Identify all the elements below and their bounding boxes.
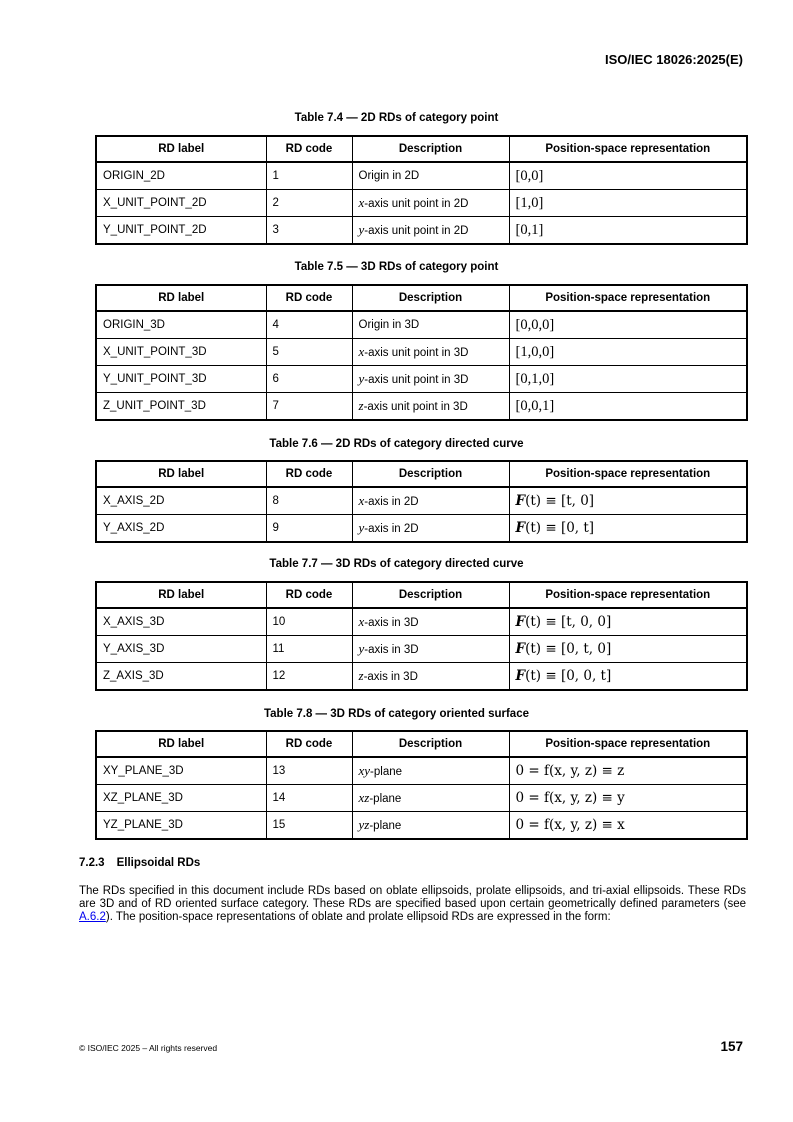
column-header: RD label — [96, 285, 266, 311]
position-expression: (t) ≡ [t, 0, 0] — [525, 613, 612, 630]
position-expression: [1,0] — [515, 194, 544, 211]
table-header-row — [96, 582, 747, 608]
rd-label-cell: ORIGIN_2D — [96, 162, 266, 190]
column-header: Position-space representation — [509, 461, 747, 487]
description-text: -axis in 2D — [364, 523, 419, 535]
position-expression: 0 = f(x, y, z) ≡ z — [515, 762, 625, 779]
column-header: RD label — [96, 731, 266, 757]
description-text: -axis unit point in 3D — [364, 347, 469, 359]
rd-code-cell: 15 — [266, 812, 352, 840]
position-expression: (t) ≡ [0, 0, t] — [525, 667, 612, 684]
table-row — [96, 311, 747, 339]
section-title: Ellipsoidal RDs — [116, 857, 201, 869]
position-expression: (t) ≡ [0, t, 0] — [525, 640, 612, 657]
position-expression: 0 = f(x, y, z) ≡ x — [515, 816, 625, 833]
description-text: -axis in 3D — [364, 617, 419, 629]
description-cell — [352, 339, 509, 366]
position-space-cell — [509, 663, 747, 691]
column-header: Description — [352, 582, 509, 608]
table-header-row — [96, 461, 747, 487]
position-expression: [0,0] — [515, 167, 544, 184]
section-heading — [79, 857, 200, 869]
position-space-cell — [509, 339, 747, 366]
copyright-notice: © ISO/IEC 2025 – All rights reserved — [79, 1043, 218, 1053]
rd-code-cell: 14 — [266, 785, 352, 812]
position-space-cell — [509, 487, 747, 515]
table-row — [96, 393, 747, 421]
rd-label-cell: Z_AXIS_3D — [96, 663, 266, 691]
rd-label-cell: Y_AXIS_2D — [96, 515, 266, 543]
function-symbol: F — [515, 667, 526, 684]
position-expression: (t) ≡ [t, 0] — [525, 492, 595, 509]
description-variable: z — [358, 668, 364, 683]
rd-code-cell: 9 — [266, 515, 352, 543]
rd-code-cell: 8 — [266, 487, 352, 515]
function-symbol: F — [515, 640, 526, 657]
position-space-cell — [509, 393, 747, 421]
column-header: RD code — [266, 582, 352, 608]
table-header-row — [96, 731, 747, 757]
position-space-cell — [509, 785, 747, 812]
table-row — [96, 812, 747, 840]
position-expression: 0 = f(x, y, z) ≡ y — [515, 789, 625, 806]
position-expression: [0,0,0] — [515, 316, 555, 333]
column-header: Position-space representation — [509, 582, 747, 608]
position-space-cell — [509, 190, 747, 217]
description-variable: x — [358, 614, 365, 629]
column-header: Position-space representation — [509, 136, 747, 162]
position-expression: (t) ≡ [0, t] — [525, 519, 595, 536]
table-row — [96, 487, 747, 515]
table-row — [96, 757, 747, 785]
table-caption: Table 7.5 — 3D RDs of category point — [294, 261, 499, 273]
table-row — [96, 608, 747, 636]
description-cell — [352, 162, 509, 190]
rd-table-7-4 — [95, 135, 748, 245]
description-cell — [352, 217, 509, 245]
table-row — [96, 636, 747, 663]
table-row — [96, 366, 747, 393]
rd-label-cell: ORIGIN_3D — [96, 311, 266, 339]
rd-code-cell: 10 — [266, 608, 352, 636]
position-expression: [0,0,1] — [515, 397, 555, 414]
rd-code-cell: 4 — [266, 311, 352, 339]
column-header: Description — [352, 136, 509, 162]
column-header: RD code — [266, 285, 352, 311]
column-header: RD code — [266, 136, 352, 162]
description-cell — [352, 515, 509, 543]
position-space-cell — [509, 311, 747, 339]
description-text: -axis unit point in 2D — [364, 198, 469, 210]
table-caption: Table 7.8 — 3D RDs of category oriented surface — [263, 708, 529, 720]
column-header: RD code — [266, 461, 352, 487]
function-symbol: F — [515, 519, 526, 536]
description-variable: xy — [358, 763, 371, 778]
rd-code-cell: 11 — [266, 636, 352, 663]
description-variable: z — [358, 398, 364, 413]
description-cell — [352, 190, 509, 217]
description-cell — [352, 311, 509, 339]
description-text: -axis in 2D — [364, 496, 419, 508]
description-text: -plane — [370, 766, 403, 778]
column-header: Description — [352, 731, 509, 757]
description-cell — [352, 393, 509, 421]
rd-label-cell: Y_AXIS_3D — [96, 636, 266, 663]
description-text: -axis in 3D — [364, 644, 419, 656]
table-row — [96, 339, 747, 366]
description-cell — [352, 608, 509, 636]
position-space-cell — [509, 366, 747, 393]
table-row — [96, 162, 747, 190]
rd-label-cell: XY_PLANE_3D — [96, 757, 266, 785]
rd-label-cell: Z_UNIT_POINT_3D — [96, 393, 266, 421]
rd-label-cell: XZ_PLANE_3D — [96, 785, 266, 812]
column-header: RD code — [266, 731, 352, 757]
table-caption: Table 7.6 — 2D RDs of category directed curve — [269, 438, 524, 450]
column-header: RD label — [96, 582, 266, 608]
column-header: Position-space representation — [509, 731, 747, 757]
position-space-cell — [509, 757, 747, 785]
rd-code-cell: 13 — [266, 757, 352, 785]
description-variable: x — [358, 195, 365, 210]
rd-code-cell: 3 — [266, 217, 352, 245]
table-row — [96, 190, 747, 217]
table-caption: Table 7.7 — 3D RDs of category directed curve — [269, 558, 524, 570]
description-variable: yz — [358, 817, 370, 832]
description-text: -plane — [369, 820, 402, 832]
rd-label-cell: X_UNIT_POINT_2D — [96, 190, 266, 217]
position-space-cell — [509, 217, 747, 245]
table-row — [96, 663, 747, 691]
table-row — [96, 217, 747, 245]
position-space-cell — [509, 162, 747, 190]
description-variable: xz — [358, 790, 370, 805]
column-header: Description — [352, 461, 509, 487]
table-row — [96, 785, 747, 812]
position-space-cell — [509, 812, 747, 840]
section-number: 7.2.3 — [79, 857, 105, 869]
description-variable: y — [358, 222, 365, 237]
function-symbol: F — [515, 613, 526, 630]
position-expression: [0,1,0] — [515, 370, 555, 387]
description-cell — [352, 663, 509, 691]
description-cell — [352, 757, 509, 785]
rd-label-cell: X_UNIT_POINT_3D — [96, 339, 266, 366]
rd-table-7-8 — [95, 730, 748, 840]
description-text: -axis in 3D — [363, 671, 418, 683]
description-variable: y — [358, 371, 365, 386]
rd-table-7-7 — [95, 581, 748, 691]
description-text: Origin in 3D — [358, 319, 420, 331]
rd-code-cell: 6 — [266, 366, 352, 393]
description-text: Origin in 2D — [358, 170, 420, 182]
rd-label-cell: X_AXIS_2D — [96, 487, 266, 515]
paragraph-text: The RDs specified in this document include RDs based on oblate ellipsoids, prolate ellipsoids, and tri-axial ellipsoids. These RDs are 3D and of RD oriented surface category. These RDs are specified based upon certain geometrically defined parameters (see — [79, 885, 746, 911]
position-expression: [1,0,0] — [515, 343, 555, 360]
description-text: -axis unit point in 3D — [363, 401, 468, 413]
column-header: RD label — [96, 136, 266, 162]
document-id-header: ISO/IEC 18026:2025(E) — [604, 52, 743, 67]
page-number: 157 — [720, 1039, 743, 1054]
rd-code-cell: 2 — [266, 190, 352, 217]
description-variable: x — [358, 344, 365, 359]
description-variable: y — [358, 520, 365, 535]
rd-table-7-5 — [95, 284, 748, 421]
table-header-row — [96, 136, 747, 162]
description-text: -axis unit point in 3D — [364, 374, 469, 386]
rd-code-cell: 5 — [266, 339, 352, 366]
column-header: Position-space representation — [509, 285, 747, 311]
rd-table-7-6 — [95, 460, 748, 543]
description-cell — [352, 366, 509, 393]
description-variable: y — [358, 641, 365, 656]
description-text: -plane — [369, 793, 402, 805]
rd-label-cell: X_AXIS_3D — [96, 608, 266, 636]
description-text: -axis unit point in 2D — [364, 225, 469, 237]
table-row — [96, 515, 747, 543]
rd-label-cell: Y_UNIT_POINT_2D — [96, 217, 266, 245]
position-expression: [0,1] — [515, 221, 544, 238]
table-caption: Table 7.4 — 2D RDs of category point — [294, 112, 499, 124]
rd-code-cell: 7 — [266, 393, 352, 421]
description-cell — [352, 785, 509, 812]
paragraph-text: ). The position-space representations of oblate and prolate ellipsoid RDs are expressed in the form: — [105, 911, 611, 924]
position-space-cell — [509, 515, 747, 543]
section-paragraph — [79, 885, 746, 925]
rd-code-cell: 1 — [266, 162, 352, 190]
column-header: RD label — [96, 461, 266, 487]
function-symbol: F — [515, 492, 526, 509]
column-header: Description — [352, 285, 509, 311]
rd-label-cell: YZ_PLANE_3D — [96, 812, 266, 840]
description-cell — [352, 636, 509, 663]
rd-code-cell: 12 — [266, 663, 352, 691]
description-variable: x — [358, 493, 365, 508]
annex-link[interactable]: A.6.2 — [79, 911, 106, 924]
description-cell — [352, 812, 509, 840]
table-header-row — [96, 285, 747, 311]
description-cell — [352, 487, 509, 515]
position-space-cell — [509, 608, 747, 636]
position-space-cell — [509, 636, 747, 663]
rd-label-cell: Y_UNIT_POINT_3D — [96, 366, 266, 393]
